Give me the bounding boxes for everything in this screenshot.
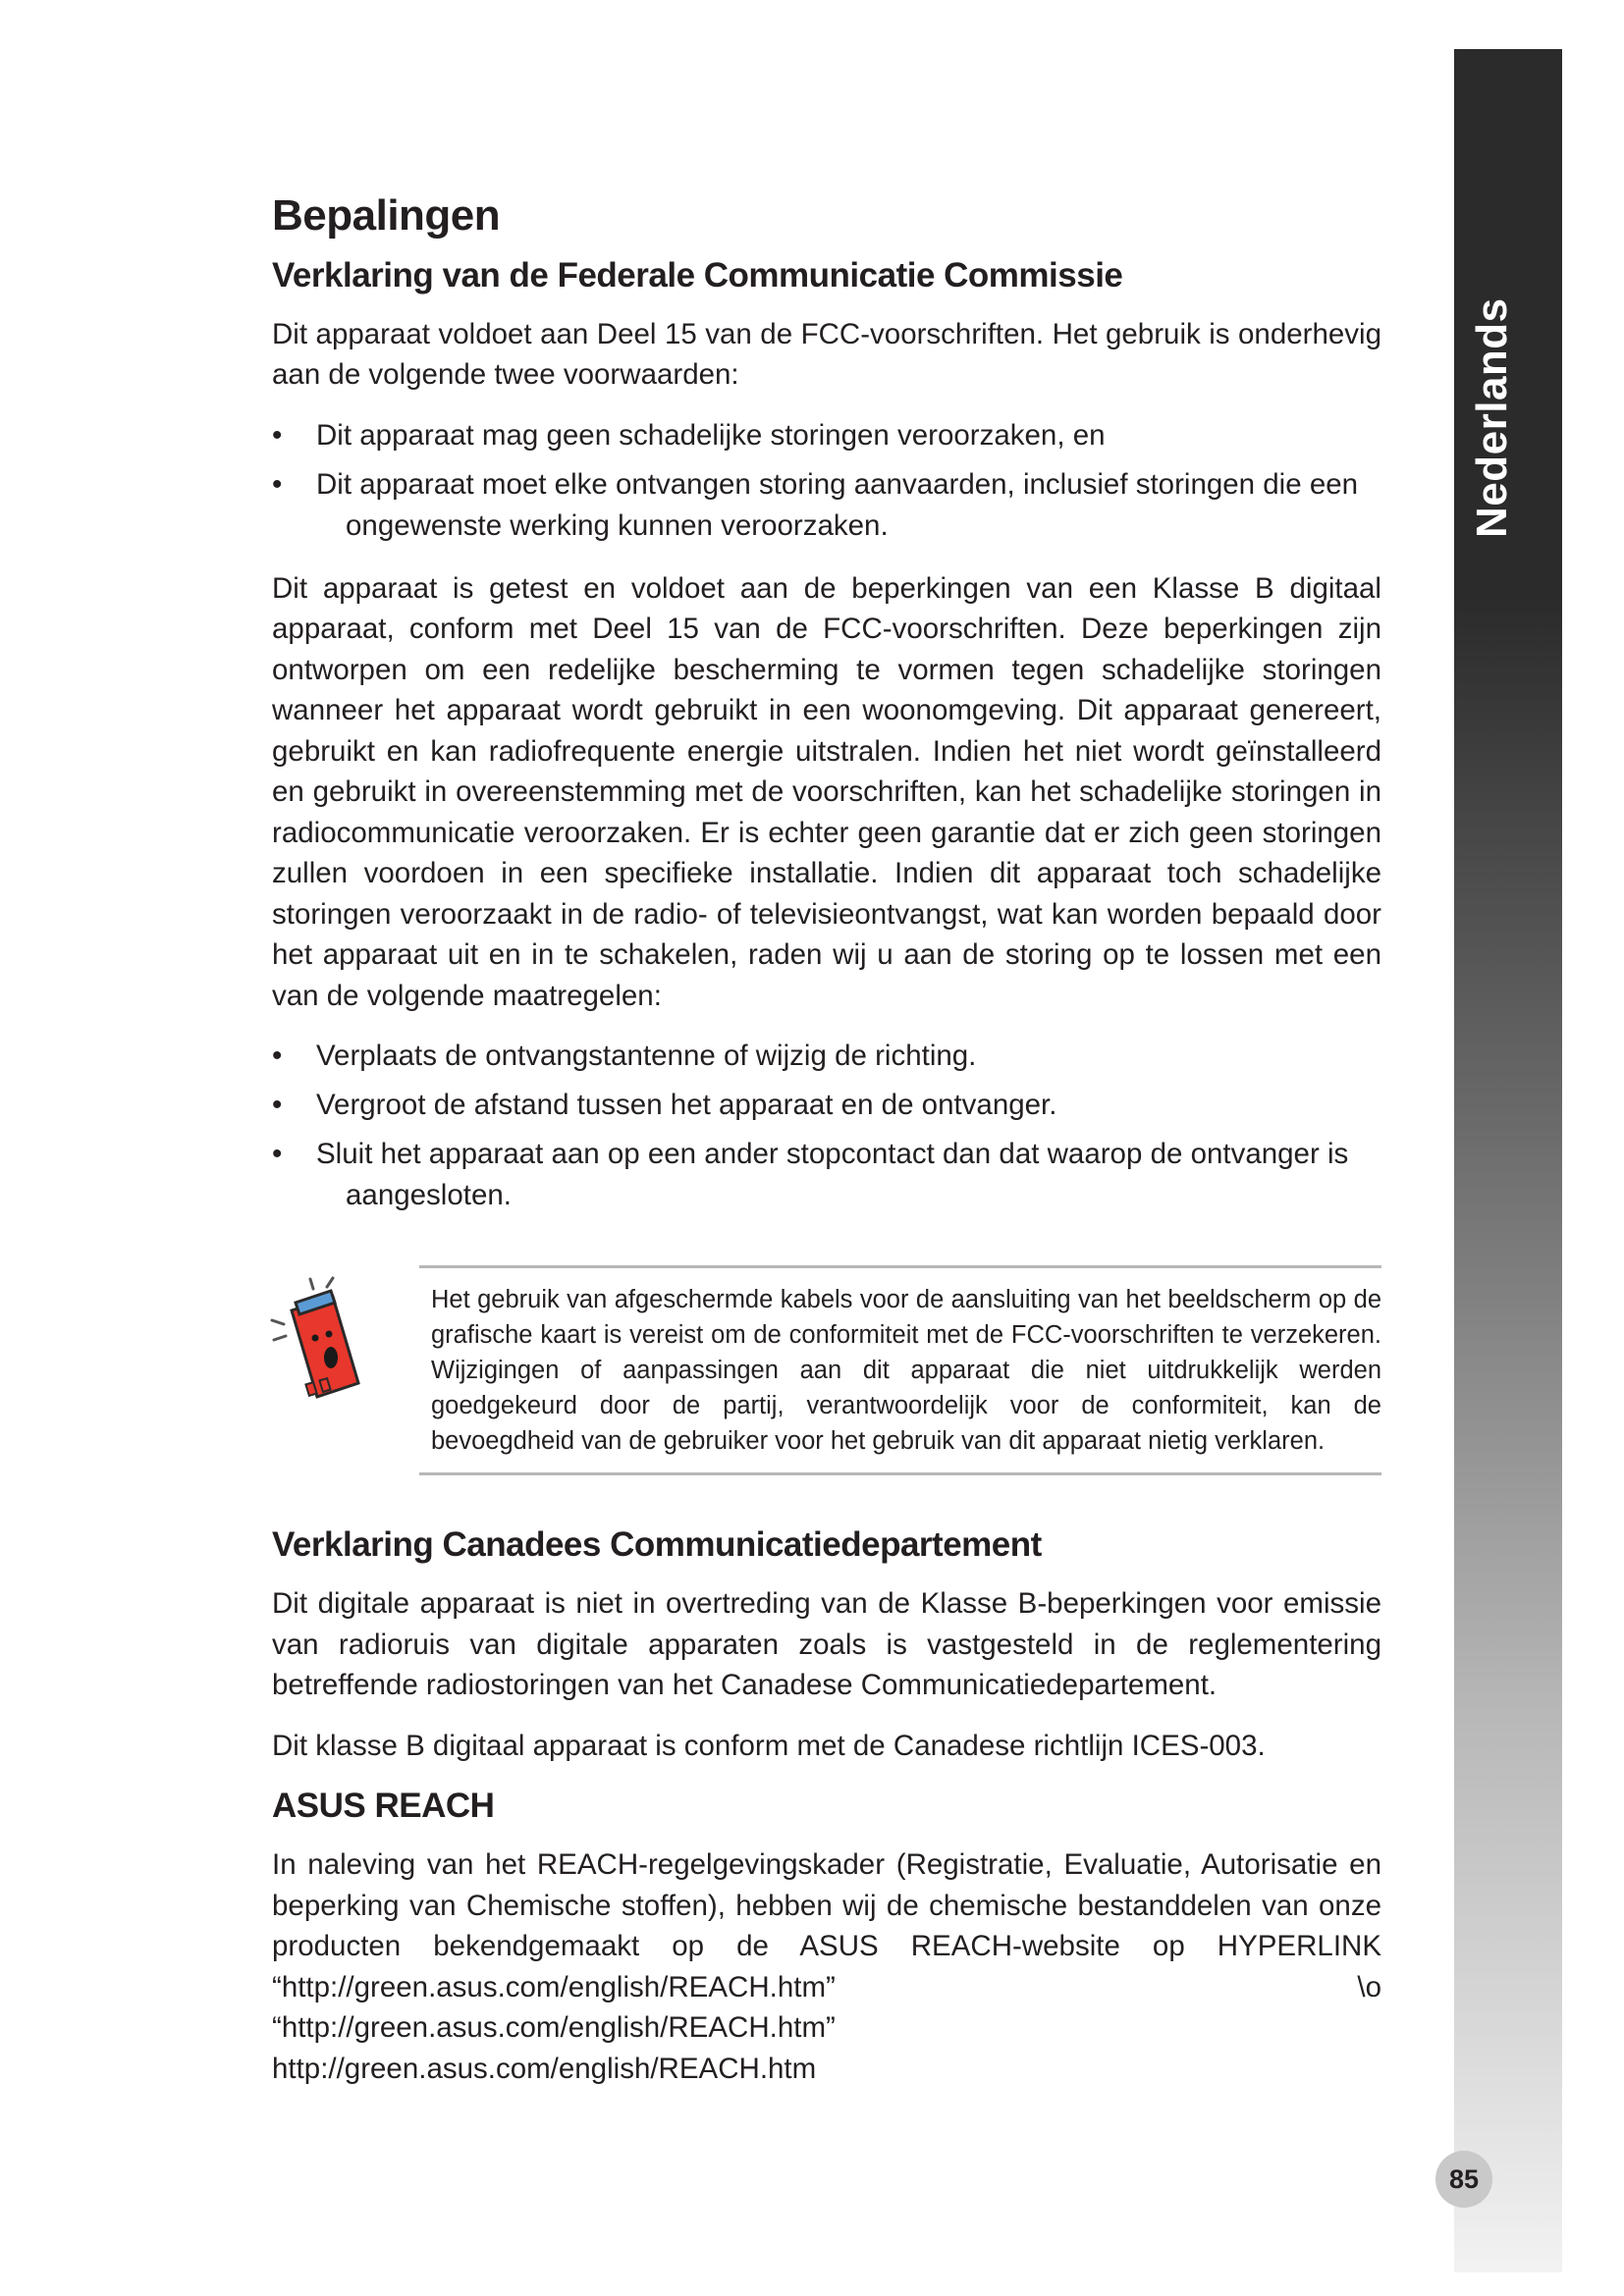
list-item-continuation: ongewenste werking kunnen veroorzaken.	[346, 508, 889, 542]
fcc-body: Dit apparaat is getest en voldoet aan de beperkingen van een Klasse B digitaal apparaat, conform met Deel 15 van de FCC-voorschriften. Deze beperkingen zijn ontworpen om een redelijke bescherming te vormen tegen schadelijke storingen wanneer het apparaat wordt gebruikt in een woonomgeving. Dit apparaat genereert, gebruikt en kan radiofrequente energie uitstralen. Indien het niet wordt geïnstalleerd en gebruikt in overeenstemming met de voorschriften, kan het schadelijke storingen in radiocommunicatie veroorzaken. Er is echter geen garantie dat er zich geen storingen zullen voordoen in een specifieke installatie. Indien dit apparaat toch schadelijke storingen veroorzaakt in de radio- of televisieontvangst, wat kan worden bepaald door het apparaat uit en in te schakelen, raden wij u aan de storing op te lossen met een van de volgende maatregelen:	[272, 571, 1381, 1012]
canada-paragraph-1: Dit digitale apparaat is niet in overtreding van de Klasse B-beperkingen voor emissie van radioruis van digitale apparaten zoals is vastgesteld in de reglementering betreffende radiostoringen van het Canadese Communicatiedepartement.	[272, 1587, 1381, 1702]
reach-paragraph: In naleving van het REACH-regelgevingskader (Registratie, Evaluatie, Autorisatie en beperking van Chemische stoffen), hebben wij de chemische bestanddelen van onze producten bekendgemaakt op de ASUS REACH-website op HYPERLINK “http://green.asus.com/english/REACH.htm” \o “http://green.asus.com/english/REACH.htm” http://green.asus.com/english/REACH.htm	[272, 1848, 1381, 2085]
reach-heading: ASUS REACH	[272, 1787, 495, 1826]
list-item-text: Dit apparaat moet elke ontvangen storing aanvaarden, inclusief storingen die een	[316, 467, 1359, 501]
list-item	[272, 464, 1381, 547]
warning-card-icon	[264, 1275, 372, 1403]
fcc-conditions-list	[272, 415, 1381, 547]
note-bottom-rule	[419, 1472, 1381, 1475]
list-item	[272, 1036, 1381, 1077]
bullet: •	[272, 418, 283, 452]
fcc-intro: Dit apparaat voldoet aan Deel 15 van de FCC-voorschriften. Het gebruik is onderhevig aan de volgende twee voorwaarden:	[272, 317, 1381, 392]
fcc-heading: Verklaring van de Federale Communicatie Commissie	[272, 255, 1123, 294]
bullet: •	[272, 467, 283, 501]
note-box	[272, 1265, 1381, 1475]
list-item	[272, 1085, 1381, 1126]
list-item-text: Sluit het apparaat aan op een ander stopcontact dan dat waarop de ontvanger is	[316, 1138, 1349, 1171]
bullet: •	[272, 1089, 283, 1122]
fcc-measures-list	[272, 1036, 1381, 1216]
list-item-text: Verplaats de ontvangstantenne of wijzig de richting.	[316, 1040, 977, 1073]
list-item-text: Vergroot de afstand tussen het apparaat en de ontvanger.	[316, 1089, 1057, 1122]
canada-heading: Verklaring Canadees Communicatiedepartement	[272, 1525, 1042, 1565]
list-item	[272, 415, 1381, 456]
language-tab-label: Nederlands	[1468, 297, 1516, 538]
note-text: Het gebruik van afgeschermde kabels voor de aansluiting van het beeldscherm op de grafische kaart is vereist om de conformiteit met de FCC-voorschriften te verzekeren. Wijzigingen of aanpassingen aan dit apparaat die niet uitdrukkelijk werden goedgekeurd door de partij, verantwoordelijk voor de conformiteit, kan de bevoegdheid van de gebruiker voor het gebruik van dit apparaat nietig verklaren.	[431, 1286, 1381, 1456]
canada-paragraph-2: Dit klasse B digitaal apparaat is conform met de Canadese richtlijn ICES-003.	[272, 1729, 1266, 1762]
list-item	[272, 1134, 1381, 1216]
page-number: 85	[1435, 2151, 1492, 2208]
bullet: •	[272, 1040, 283, 1073]
list-item-continuation: aangesloten.	[346, 1179, 512, 1212]
page-title: Bepalingen	[272, 191, 501, 240]
page-content	[272, 191, 1381, 2109]
bullet: •	[272, 1138, 283, 1171]
list-item-text: Dit apparaat mag geen schadelijke storingen veroorzaken, en	[316, 418, 1106, 452]
